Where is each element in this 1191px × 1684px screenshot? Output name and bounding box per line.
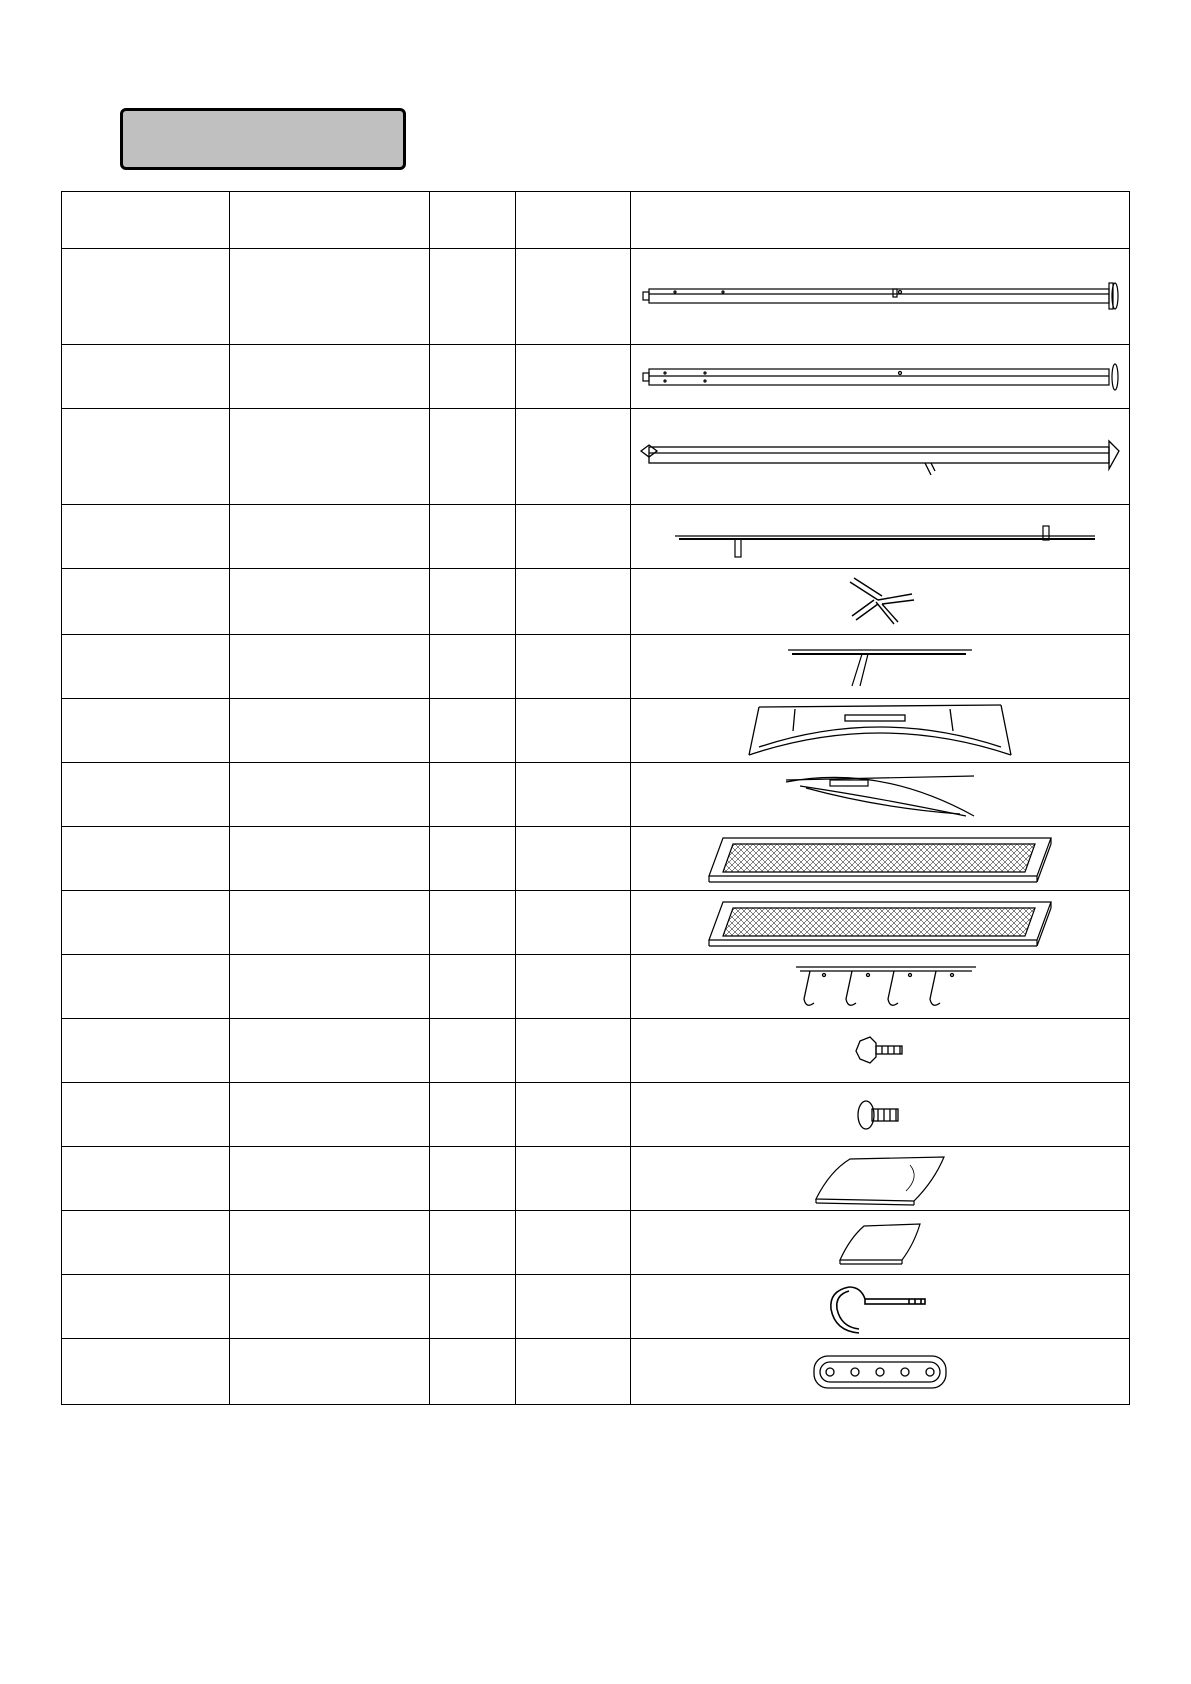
header-cell	[230, 192, 430, 249]
part-image-cell	[631, 1147, 1130, 1211]
part-cell	[230, 505, 430, 569]
part-image-cell	[631, 505, 1130, 569]
header-cell	[62, 192, 230, 249]
part-cell	[516, 409, 631, 505]
part-cell	[62, 1339, 230, 1405]
hex-bolt-icon	[850, 1031, 910, 1071]
part-image-cell	[631, 1019, 1130, 1083]
rail-with-bracket-icon	[635, 512, 1125, 562]
table-header-row	[62, 192, 1130, 249]
part-cell	[430, 763, 516, 827]
part-cell	[230, 1211, 430, 1275]
table-row	[62, 699, 1130, 763]
table-row	[62, 409, 1130, 505]
large-arch-bracket-icon	[745, 701, 1015, 761]
part-image-cell	[631, 345, 1130, 409]
table-row	[62, 1275, 1130, 1339]
part-cell	[62, 827, 230, 891]
part-cell	[62, 699, 230, 763]
table-row	[62, 827, 1130, 891]
part-cell	[430, 409, 516, 505]
part-cell	[230, 1083, 430, 1147]
part-cell	[62, 249, 230, 345]
table-row	[62, 763, 1130, 827]
table-row	[62, 635, 1130, 699]
part-image-cell	[631, 635, 1130, 699]
square-beam-icon	[635, 427, 1125, 487]
part-cell	[230, 569, 430, 635]
part-image-cell	[631, 1339, 1130, 1405]
part-cell	[516, 891, 631, 955]
small-cloth-icon	[830, 1218, 930, 1268]
table-row	[62, 249, 1130, 345]
table-row	[62, 505, 1130, 569]
part-cell	[516, 827, 631, 891]
part-cell	[430, 1211, 516, 1275]
part-cell	[62, 505, 230, 569]
part-cell	[516, 699, 631, 763]
part-image-cell	[631, 1211, 1130, 1275]
part-cell	[516, 345, 631, 409]
mesh-panel-icon	[705, 896, 1055, 950]
part-image-cell	[631, 763, 1130, 827]
part-cell	[62, 1211, 230, 1275]
part-cell	[62, 345, 230, 409]
part-cell	[230, 955, 430, 1019]
part-cell	[230, 1275, 430, 1339]
part-image-cell	[631, 409, 1130, 505]
parts-list-table	[61, 191, 1130, 1405]
j-hook-icon	[825, 1279, 935, 1335]
part-cell	[516, 505, 631, 569]
large-canopy-cloth-icon	[810, 1151, 950, 1207]
part-cell	[62, 1275, 230, 1339]
part-cell	[230, 763, 430, 827]
part-cell	[62, 1019, 230, 1083]
part-cell	[62, 569, 230, 635]
part-cell	[430, 249, 516, 345]
part-cell	[430, 345, 516, 409]
part-cell	[516, 1083, 631, 1147]
table-row	[62, 1211, 1130, 1275]
thumb-screw-icon	[850, 1095, 910, 1135]
table-row	[62, 1339, 1130, 1405]
part-cell	[516, 249, 631, 345]
part-cell	[430, 1275, 516, 1339]
part-cell	[430, 1019, 516, 1083]
table-row	[62, 345, 1130, 409]
short-rail-icon	[780, 640, 980, 694]
part-cell	[516, 635, 631, 699]
table-row	[62, 955, 1130, 1019]
header-cell	[631, 192, 1130, 249]
part-cell	[230, 1339, 430, 1405]
part-cell	[230, 635, 430, 699]
part-cell	[516, 569, 631, 635]
part-cell	[430, 1147, 516, 1211]
cross-connector-icon	[830, 574, 930, 630]
part-cell	[230, 249, 430, 345]
part-cell	[62, 1083, 230, 1147]
part-image-cell	[631, 699, 1130, 763]
part-cell	[430, 505, 516, 569]
part-cell	[430, 1083, 516, 1147]
part-cell	[230, 827, 430, 891]
part-cell	[230, 1019, 430, 1083]
mesh-panel-icon	[705, 832, 1055, 886]
part-cell	[62, 1147, 230, 1211]
part-cell	[62, 635, 230, 699]
table-row	[62, 891, 1130, 955]
table-row	[62, 1147, 1130, 1211]
part-image-cell	[631, 955, 1130, 1019]
part-cell	[516, 1019, 631, 1083]
part-cell	[230, 891, 430, 955]
table-row	[62, 1083, 1130, 1147]
part-cell	[516, 1211, 631, 1275]
part-cell	[430, 699, 516, 763]
table-row	[62, 1019, 1130, 1083]
part-cell	[430, 569, 516, 635]
part-cell	[230, 345, 430, 409]
part-cell	[230, 699, 430, 763]
part-cell	[230, 409, 430, 505]
part-image-cell	[631, 827, 1130, 891]
part-cell	[516, 1339, 631, 1405]
part-cell	[430, 827, 516, 891]
post-icon	[635, 355, 1125, 399]
part-cell	[430, 955, 516, 1019]
part-image-cell	[631, 1275, 1130, 1339]
part-cell	[230, 1147, 430, 1211]
part-image-cell	[631, 891, 1130, 955]
part-cell	[62, 891, 230, 955]
part-cell	[430, 635, 516, 699]
section-title-box	[120, 108, 406, 170]
part-cell	[516, 955, 631, 1019]
part-cell	[430, 1339, 516, 1405]
part-cell	[430, 891, 516, 955]
header-cell	[430, 192, 516, 249]
part-cell	[62, 409, 230, 505]
part-cell	[62, 955, 230, 1019]
part-image-cell	[631, 1083, 1130, 1147]
part-cell	[516, 1147, 631, 1211]
header-cell	[516, 192, 631, 249]
part-cell	[62, 763, 230, 827]
connecting-plate-icon	[810, 1350, 950, 1394]
hook-rail-icon	[780, 959, 980, 1015]
part-cell	[516, 1275, 631, 1339]
part-image-cell	[631, 569, 1130, 635]
small-arch-bracket-icon	[780, 768, 980, 822]
table-row	[62, 569, 1130, 635]
part-cell	[516, 763, 631, 827]
long-post-icon	[635, 267, 1125, 327]
part-image-cell	[631, 249, 1130, 345]
